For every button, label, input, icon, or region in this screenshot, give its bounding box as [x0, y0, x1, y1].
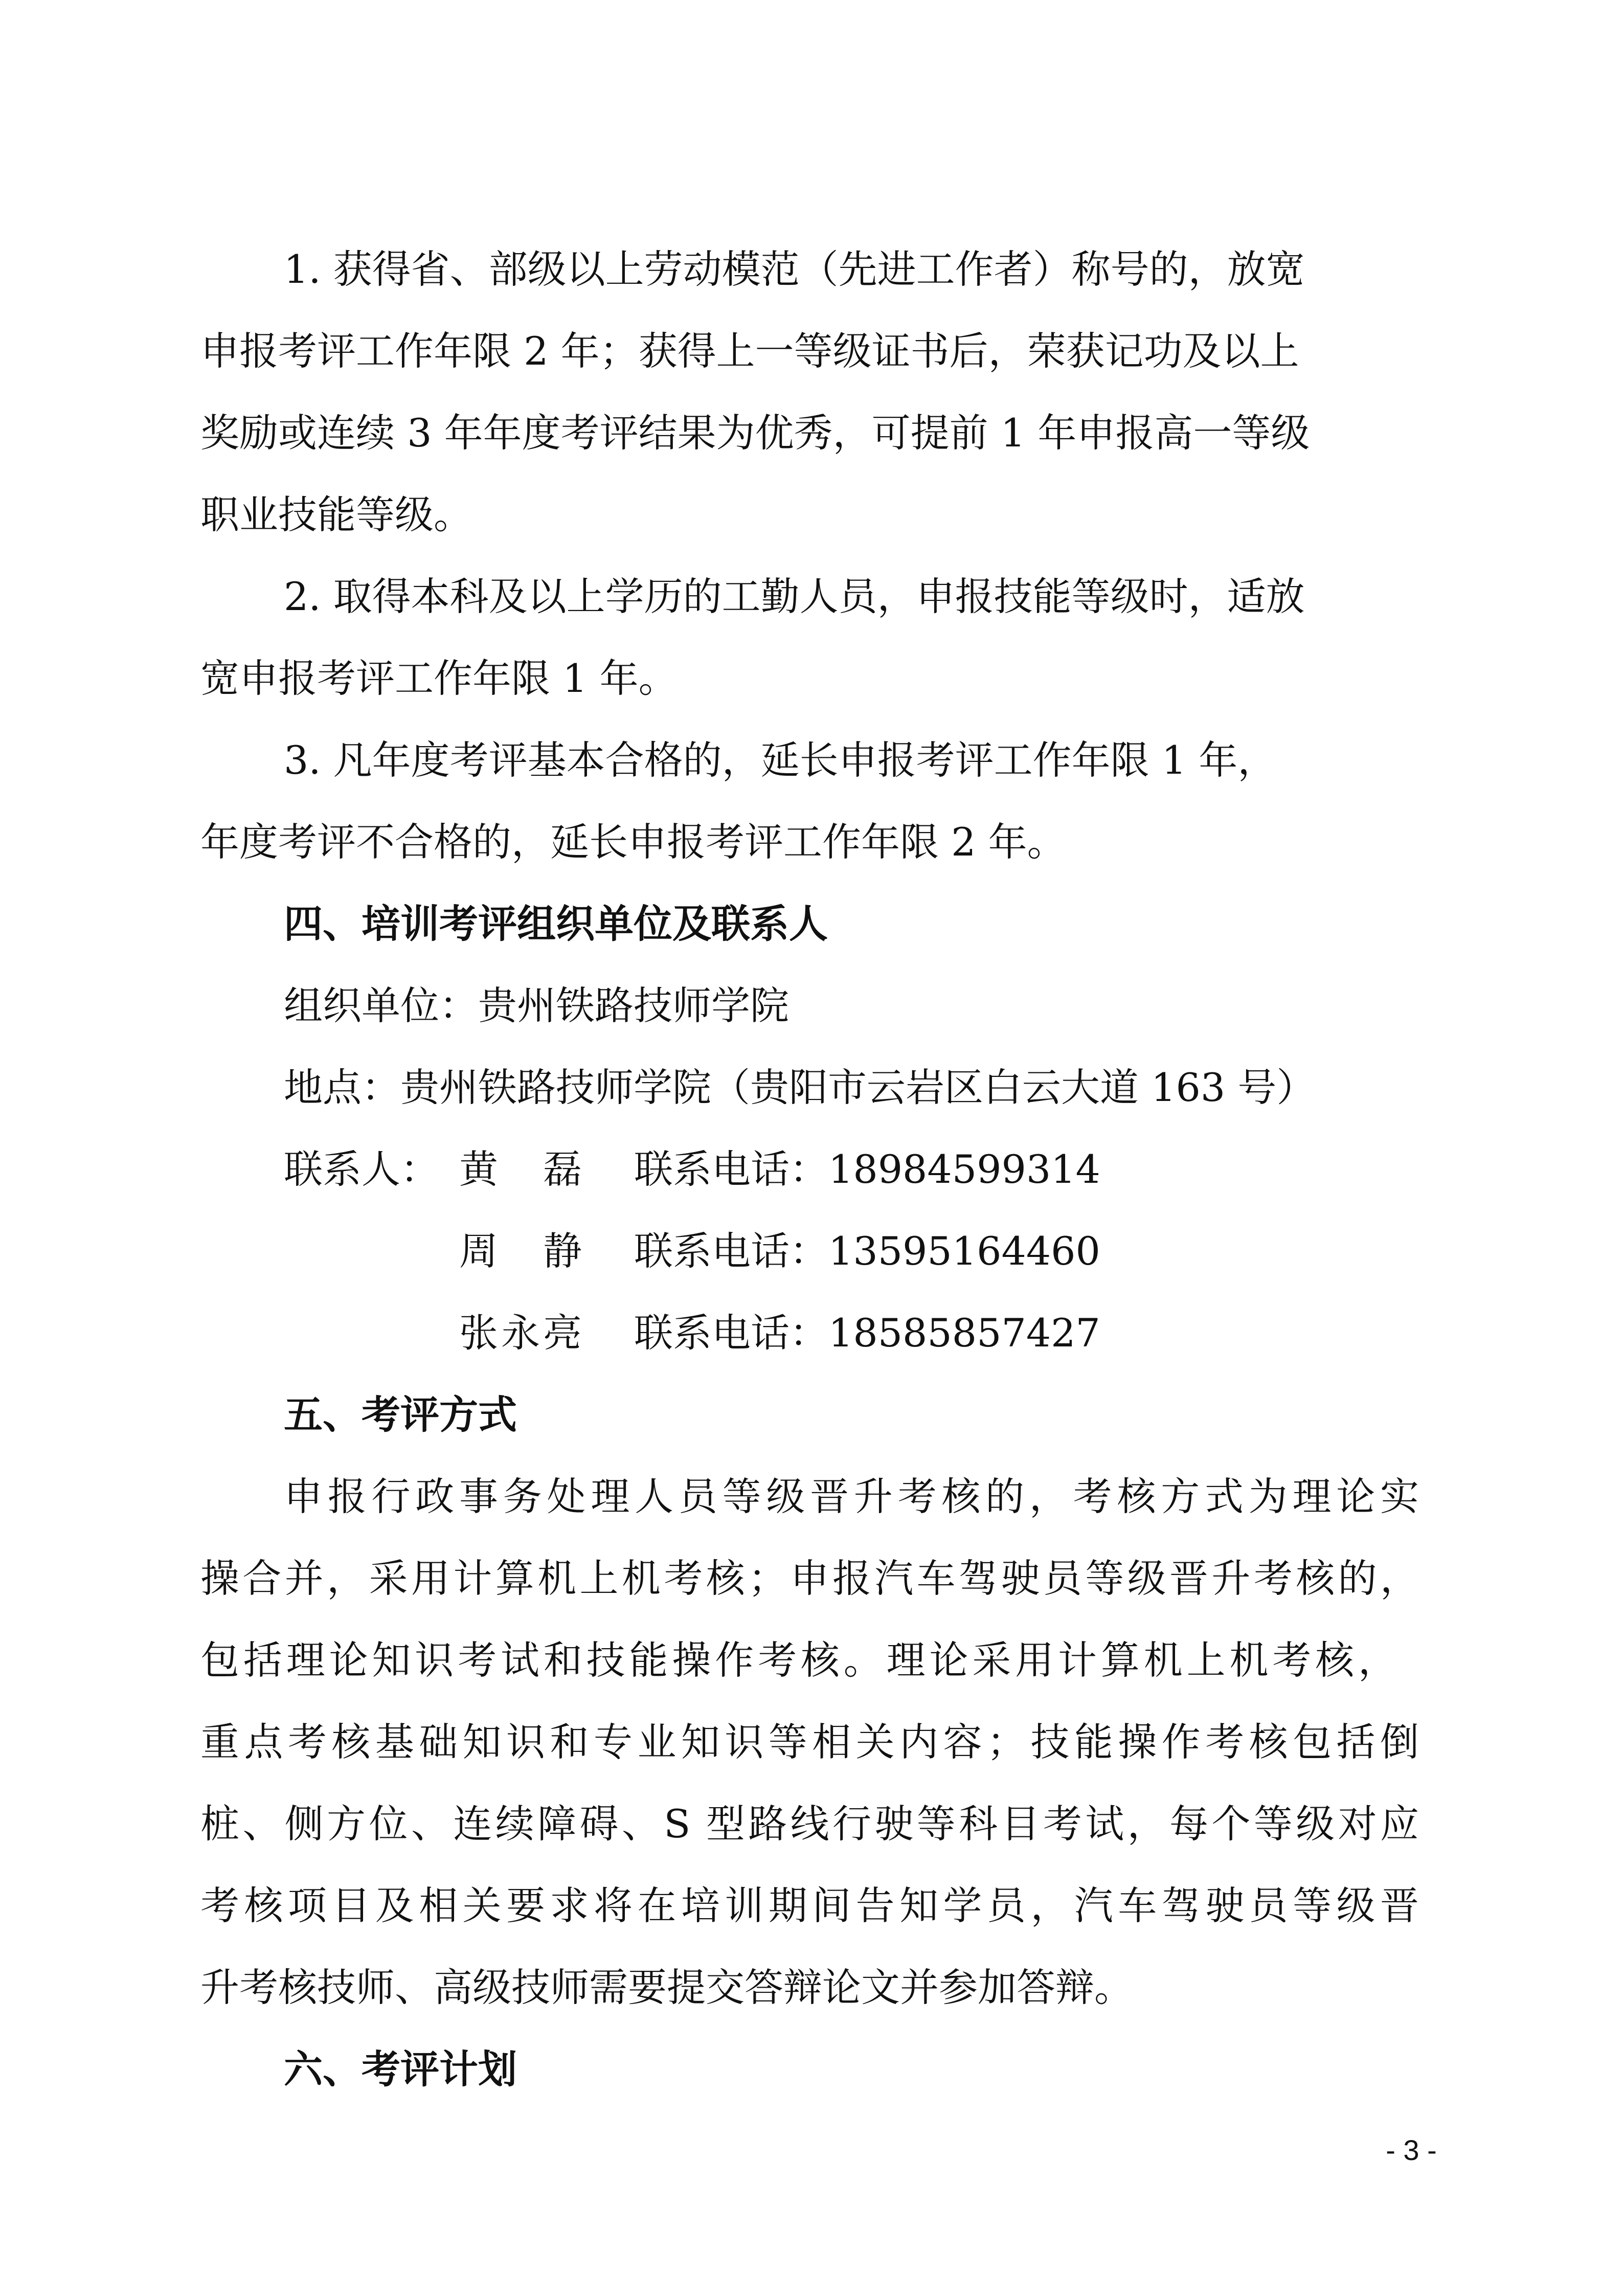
section-5-line-7: 升考核技师、高级技师需要提交答辩论文并参加答辩。 — [200, 1965, 1133, 2010]
page-number: - 3 - — [1386, 2134, 1437, 2166]
contact-phone: 联系电话：18984599314 — [634, 1146, 1100, 1192]
section-5-heading: 五、考评方式 — [284, 1392, 517, 1437]
section-4-heading: 四、培训考评组织单位及联系人 — [284, 901, 828, 947]
contact-phone: 联系电话：18585857427 — [634, 1310, 1100, 1356]
address-line: 地点：贵州铁路技师学院（贵阳市云岩区白云大道 163 号） — [284, 1065, 1316, 1110]
contacts-label: 联系人： — [284, 1146, 439, 1192]
paragraph-1-line-3: 奖励或连续 3 年年度考评结果为优秀，可提前 1 年申报高一等级 — [200, 410, 1310, 456]
section-5-line-6: 考核项目及相关要求将在培训期间告知学员，汽车驾驶员等级晋 — [200, 1883, 1419, 1928]
paragraph-3-line-1: 3. 凡年度考评基本合格的，延长申报考评工作年限 1 年， — [284, 737, 1277, 783]
contact-name: 黄磊 — [459, 1146, 582, 1192]
paragraph-2-line-1: 2. 取得本科及以上学历的工勤人员，申报技能等级时，适放 — [284, 574, 1305, 619]
contact-name: 周静 — [459, 1228, 582, 1274]
contact-name: 张永亮 — [459, 1310, 582, 1356]
section-5-line-4: 重点考核基础知识和专业知识等相关内容；技能操作考核包括倒 — [200, 1719, 1419, 1765]
section-5-line-5: 桩、侧方位、连续障碍、S 型路线行驶等科目考试，每个等级对应 — [200, 1801, 1419, 1847]
paragraph-1-line-2: 申报考评工作年限 2 年；获得上一等级证书后，荣获记功及以上 — [200, 328, 1299, 374]
section-6-heading: 六、考评计划 — [284, 2046, 517, 2092]
paragraph-1-line-4: 职业技能等级。 — [200, 492, 472, 537]
section-5-line-1: 申报行政事务处理人员等级晋升考核的，考核方式为理论实 — [284, 1474, 1419, 1519]
paragraph-2-line-2: 宽申报考评工作年限 1 年。 — [200, 656, 678, 701]
organizer-line: 组织单位：贵州铁路技师学院 — [284, 983, 789, 1028]
contact-phone: 联系电话：13595164460 — [634, 1228, 1100, 1274]
section-5-line-2: 操合并，采用计算机上机考核；申报汽车驾驶员等级晋升考核的， — [200, 1556, 1419, 1601]
paragraph-3-line-2: 年度考评不合格的，延长申报考评工作年限 2 年。 — [200, 819, 1066, 865]
paragraph-1-line-1: 1. 获得省、部级以上劳动模范（先进工作者）称号的，放宽 — [284, 246, 1305, 292]
section-5-line-3: 包括理论知识考试和技能操作考核。理论采用计算机上机考核， — [200, 1637, 1397, 1683]
